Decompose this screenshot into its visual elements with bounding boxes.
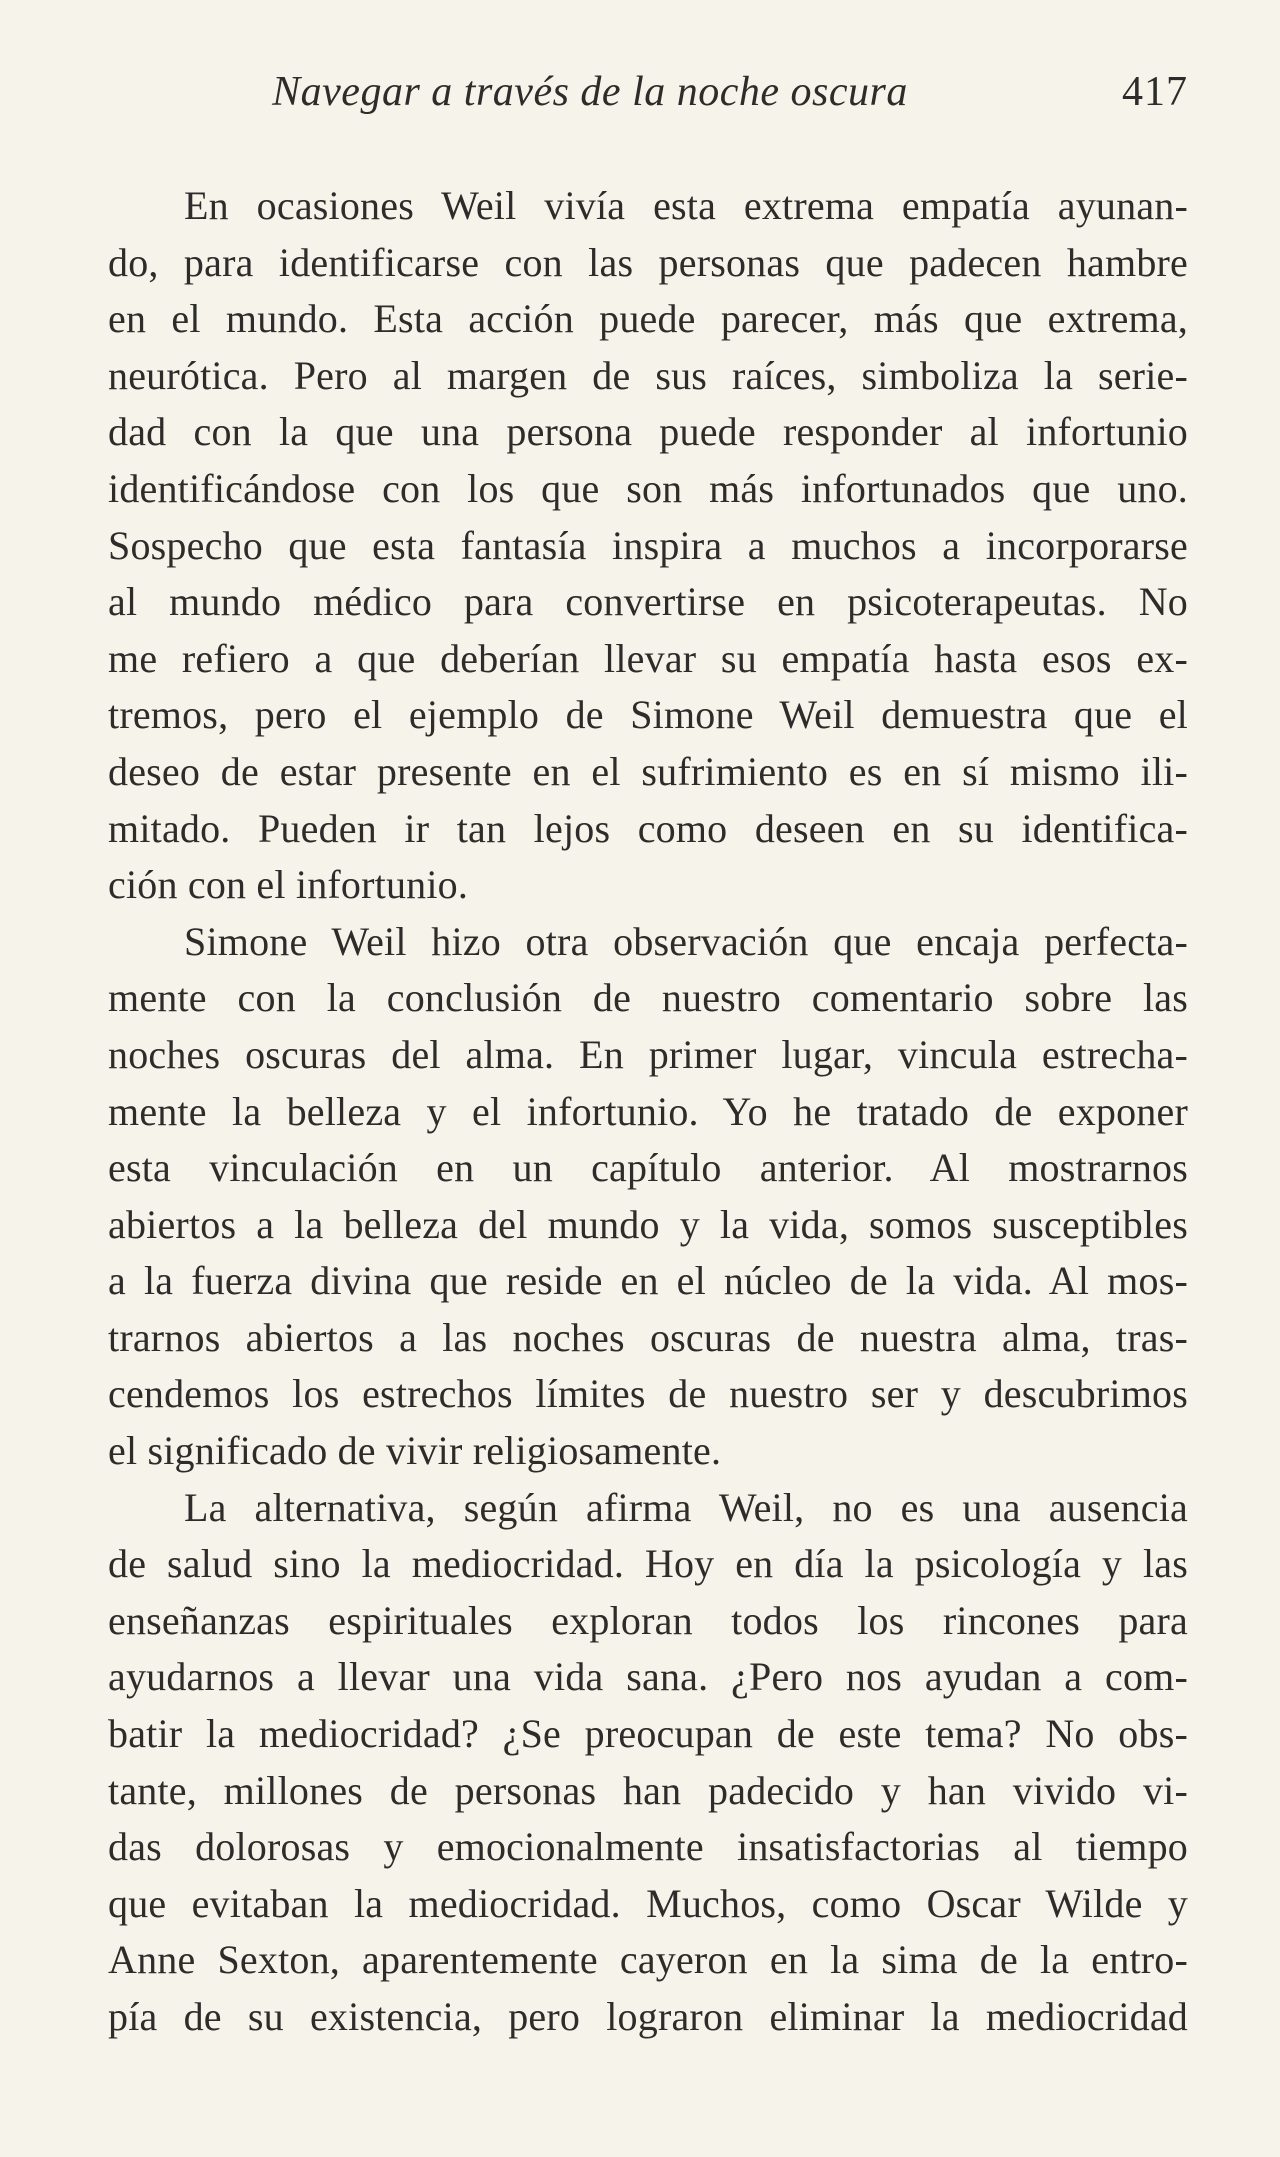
text-line: a la fuerza divina que reside en el núcleo de la vida. Al mos- <box>108 1258 1188 1304</box>
text-line: Anne Sexton, aparentemente cayeron en la sima de la entro- <box>108 1937 1188 1983</box>
running-header <box>108 62 1188 122</box>
text-line: do, para identificarse con las personas que padecen hambre <box>108 239 1188 285</box>
text-line: tremos, pero el ejemplo de Simone Weil demuestra que el <box>108 692 1188 738</box>
text-line: neurótica. Pero al margen de sus raíces, simboliza la serie- <box>108 352 1188 398</box>
text-line: noches oscuras del alma. En primer lugar, vincula estrecha- <box>108 1031 1188 1077</box>
text-line: cendemos los estrechos límites de nuestro ser y descubrimos <box>108 1371 1188 1417</box>
text-line: mitado. Pueden ir tan lejos como deseen en su identifica- <box>108 805 1188 851</box>
text-line: Sospecho que esta fantasía inspira a muchos a incorporarse <box>108 522 1188 568</box>
text-line: ción con el infortunio. <box>108 862 469 908</box>
text-line: mente la belleza y el infortunio. Yo he tratado de exponer <box>108 1088 1188 1134</box>
text-line: me refiero a que deberían llevar su empatía hasta esos ex- <box>108 635 1188 681</box>
text-line: al mundo médico para convertirse en psicoterapeutas. No <box>108 579 1188 625</box>
text-line: dad con la que una persona puede responder al infortunio <box>108 409 1188 455</box>
text-line: que evitaban la mediocridad. Muchos, como Oscar Wilde y <box>108 1880 1188 1926</box>
text-line: deseo de estar presente en el sufrimiento es en sí mismo ili- <box>108 748 1188 794</box>
text-line: ayudarnos a llevar una vida sana. ¿Pero nos ayudan a com- <box>108 1654 1188 1700</box>
text-line: La alternativa, según afirma Weil, no es una ausencia <box>184 1484 1188 1530</box>
text-line: identificándose con los que son más infortunados que uno. <box>108 465 1188 511</box>
body-text <box>108 178 1188 2046</box>
text-line: pía de su existencia, pero lograron eliminar la mediocridad <box>108 1994 1188 2039</box>
text-line: batir la mediocridad? ¿Se preocupan de este tema? No obs- <box>108 1711 1188 1757</box>
page-number: 417 <box>1122 69 1188 115</box>
text-line: trarnos abiertos a las noches oscuras de nuestra alma, tras- <box>108 1314 1188 1360</box>
text-line: abiertos a la belleza del mundo y la vida, somos susceptibles <box>108 1201 1188 1247</box>
text-line: En ocasiones Weil vivía esta extrema empatía ayunan- <box>184 183 1188 228</box>
text-line: esta vinculación en un capítulo anterior. Al mostrarnos <box>108 1145 1188 1191</box>
text-line: en el mundo. Esta acción puede parecer, más que extrema, <box>108 296 1188 342</box>
text-line: de salud sino la mediocridad. Hoy en día la psicología y las <box>108 1541 1188 1587</box>
running-title: Navegar a través de la noche oscura <box>272 69 908 115</box>
text-line: el significado de vivir religiosamente. <box>108 1428 722 1474</box>
text-line: mente con la conclusión de nuestro comentario sobre las <box>108 975 1188 1021</box>
text-line: das dolorosas y emocionalmente insatisfactorias al tiempo <box>108 1824 1188 1870</box>
text-line: enseñanzas espirituales exploran todos los rincones para <box>108 1597 1188 1643</box>
text-line: tante, millones de personas han padecido y han vivido vi- <box>108 1767 1188 1813</box>
text-line: Simone Weil hizo otra observación que encaja perfecta- <box>184 918 1188 964</box>
